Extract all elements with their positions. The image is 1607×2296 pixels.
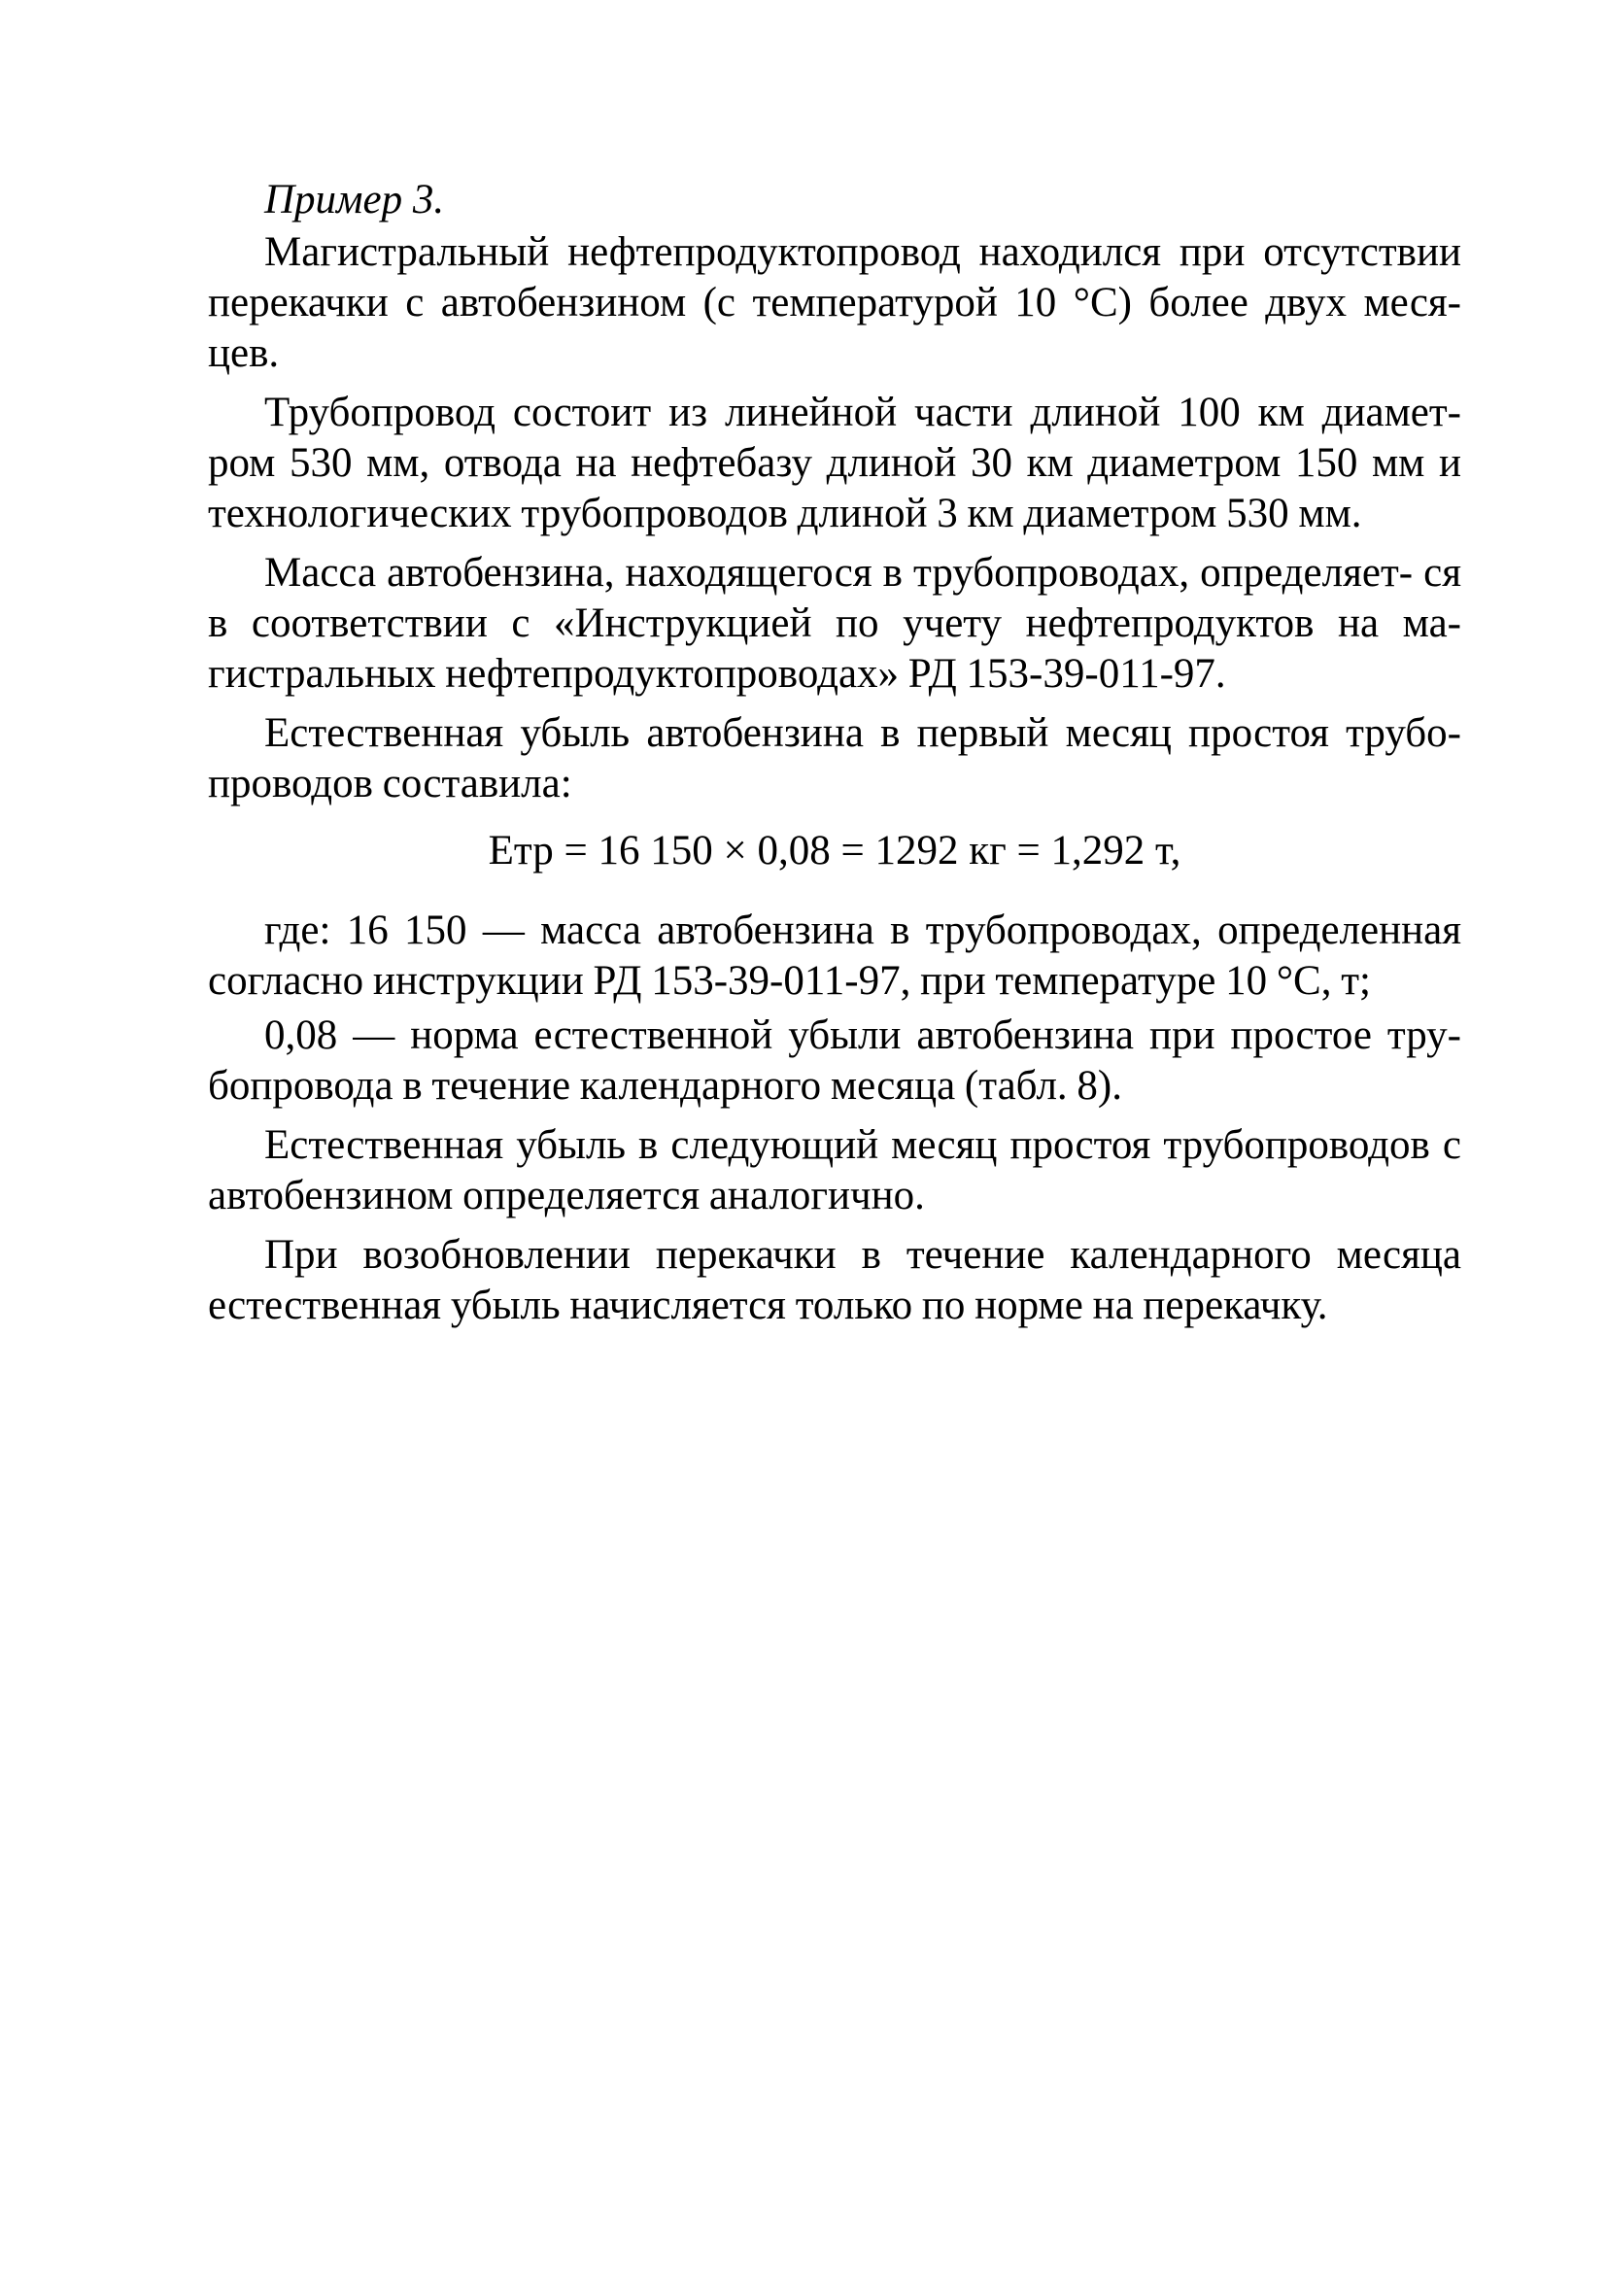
document-page <box>208 175 1461 1340</box>
paragraph-formula-mass: где: 16 150 — масса автобензина в трубопроводах, определенная согласно инструкции РД 153-39-011-97, при температуре 10 °С, т; <box>208 908 1461 1004</box>
paragraph-pipeline-structure: Трубопровод состоит из линейной части длиной 100 км диамет- ром 530 мм, отвода на нефтебазу длиной 30 км диаметром 150 мм и технологических трубопроводов длиной 3 км диаметром 530 мм. <box>208 390 1461 536</box>
loss-formula: Етр = 16 150 × 0,08 = 1292 кг = 1,292 т, <box>488 828 1181 874</box>
paragraph-formula-norm: 0,08 — норма естественной убыли автобензина при простое тру- бопровода в течение календарного месяца (табл. 8). <box>208 1012 1461 1109</box>
paragraph-resumption: При возобновлении перекачки в течение календарного месяца естественная убыль начисляется только по норме на перекачку. <box>208 1232 1461 1328</box>
paragraph-next-month: Естественная убыль в следующий месяц простоя трубопроводов с автобензином определяется аналогично. <box>208 1122 1461 1218</box>
example-heading: Пример 3. <box>264 177 445 223</box>
paragraph-pipeline-state: Магистральный нефтепродуктопровод находился при отсутствии перекачки с автобензином (с температурой 10 °С) более двух меся- цев. <box>208 229 1461 376</box>
paragraph-mass-determination: Масса автобензина, находящегося в трубопроводах, определяет- ся в соответствии с «Инструкцией по учету нефтепродуктов на ма- гистральных нефтепродуктопроводах» РД 153-39-011-97. <box>208 550 1461 697</box>
paragraph-first-month-loss: Естественная убыль автобензина в первый месяц простоя трубо- проводов составила: <box>208 710 1461 806</box>
